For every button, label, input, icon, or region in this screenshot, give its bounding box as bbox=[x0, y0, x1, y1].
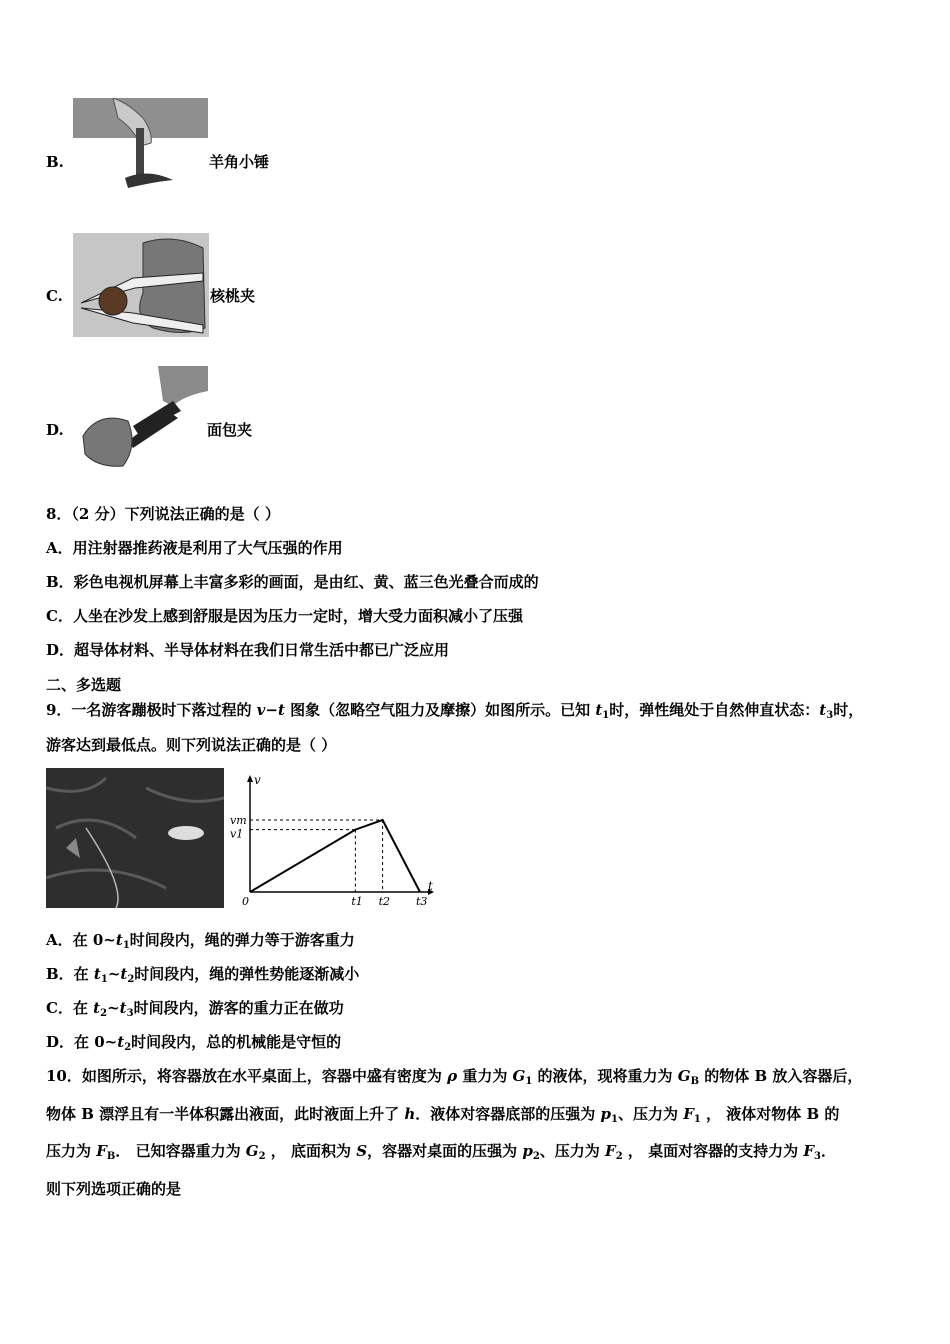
q10-line3: 压力为 $F_B$． 已知容器重力为 $G_2$ ， 底面积为 S，容器对桌面的压强为 $p_2$、压力为 $F_2$ ， 桌面对容器的支持力为 $F_3$． bbox=[46, 1142, 836, 1162]
q9-option: C．在 $t_2\sim t_3$时间段内，游客的重力正在做功 bbox=[46, 999, 344, 1019]
q8-option-d: D．超导体材料、半导体材料在我们日常生活中都已广泛应用 bbox=[46, 641, 450, 659]
option-letter: C. bbox=[46, 287, 63, 305]
section-heading: 二、多选题 bbox=[46, 676, 122, 694]
q10-line4: 则下列选项正确的是 bbox=[46, 1180, 182, 1198]
q9-stem-line2: 游客达到最低点。则下列说法正确的是（ ） bbox=[46, 736, 337, 754]
q9-option: B．在 $t_1\sim t_2$时间段内，绳的弹性势能逐渐减小 bbox=[46, 965, 360, 985]
y-tick-label: v1 bbox=[230, 827, 244, 841]
y-axis-arrow bbox=[247, 775, 253, 782]
tool-name: 羊角小锤 bbox=[209, 153, 270, 171]
q10-line1: 10．如图所示，将容器放在水平桌面上，容器中盛有密度为 ρ 重力为 $G_1$ 的液体，现将重力为 $G_B$ 的物体 B 放入容器后， bbox=[46, 1067, 863, 1087]
velocity-line bbox=[250, 820, 420, 892]
nutcracker-photo bbox=[73, 233, 209, 337]
vt-chart bbox=[228, 772, 438, 910]
q8-option-c: C．人坐在沙发上感到舒服是因为压力一定时，增大受力面积减小了压强 bbox=[46, 607, 523, 625]
x-tick-label: t1 bbox=[351, 895, 363, 908]
q9-stem-line1: 9．一名游客蹦极时下落过程的 v−t 图象（忽略空气阻力及摩擦）如图所示。已知 $t_1$时，弹性绳处于自然伸直状态：$t_3$时， bbox=[46, 701, 864, 721]
option-letter: D. bbox=[46, 421, 64, 439]
q9-option: D．在 $0\sim t_2$时间段内，总的机械能是守恒的 bbox=[46, 1033, 342, 1053]
tool-name: 面包夹 bbox=[207, 421, 253, 439]
bread-tongs-photo bbox=[73, 366, 208, 470]
q8-option-b: B．彩色电视机屏幕上丰富多彩的画面，是由红、黄、蓝三色光叠合而成的 bbox=[46, 573, 539, 591]
q9-option: A．在 $0\sim t_1$时间段内，绳的弹力等于游客重力 bbox=[46, 931, 355, 951]
x-tick-label: t2 bbox=[378, 895, 391, 908]
x-tick-label: 0 bbox=[242, 895, 249, 908]
y-tick-label: vm bbox=[230, 814, 247, 827]
q10-line2: 物体 B 漂浮且有一半体积露出液面，此时液面上升了 h．液体对容器底部的压强为 $p_1$、压力为 $F_1$ ， 液体对物体 B 的 bbox=[46, 1105, 840, 1125]
option-letter: B. bbox=[46, 153, 64, 171]
claw-hammer-photo bbox=[73, 98, 208, 200]
q8-option-a: A．用注射器推药液是利用了大气压强的作用 bbox=[46, 539, 343, 557]
q8-stem: 8．（2 分）下列说法正确的是（ ） bbox=[46, 505, 280, 523]
y-axis-label: v bbox=[254, 773, 261, 787]
bungee-photo bbox=[46, 768, 224, 908]
x-tick-label: t3 bbox=[416, 895, 428, 908]
x-axis-label: t bbox=[428, 879, 433, 893]
tool-name: 核桃夹 bbox=[210, 287, 256, 305]
